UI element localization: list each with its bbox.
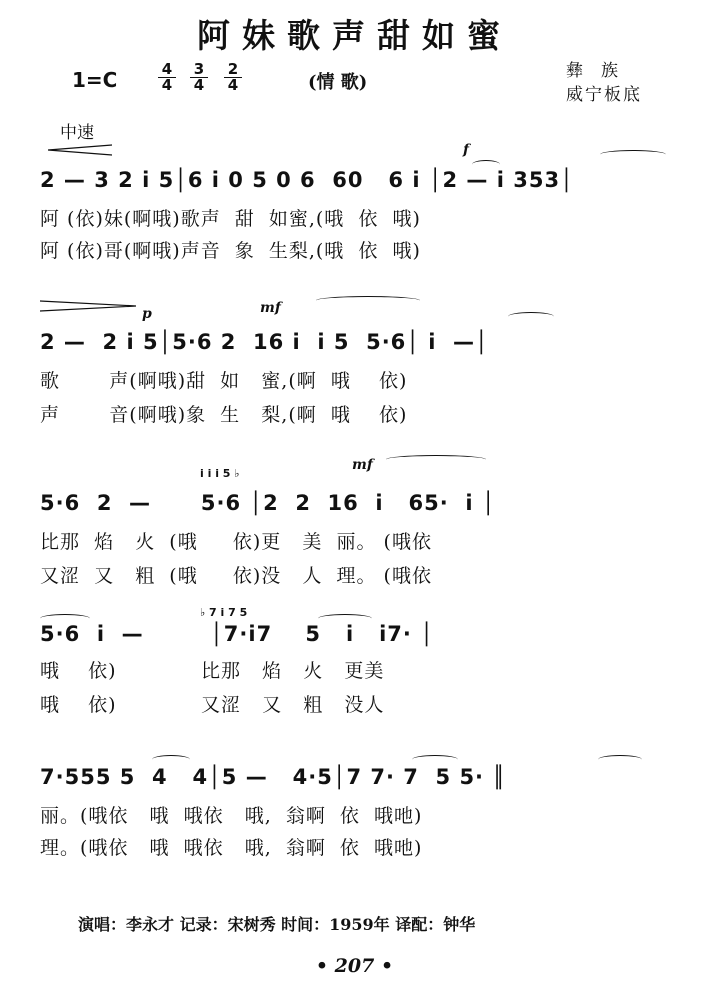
slur (600, 150, 666, 159)
lyric-verse-2: 又涩 又 粗 (哦 依)没 人 理。 (哦依 (40, 565, 432, 587)
lyric-verse-1: 歌 声(啊哦)甜 如 蜜,(啊 哦 依) (40, 370, 408, 392)
meter-3-4: $\frac{3}{4}$ (190, 62, 208, 93)
notation-line: 5·6 2 — 5·6 │2 2 16 i 65· i │ (40, 491, 496, 515)
dynamic-marking: p (142, 306, 152, 322)
key-signature: 1=C (72, 68, 118, 92)
lyric-verse-1: 丽。(哦依 哦 哦依 哦, 翁啊 依 哦吔) (40, 805, 423, 827)
dynamic-marking: f (463, 142, 470, 158)
slur (412, 755, 458, 764)
slur (508, 312, 554, 321)
song-title: 阿妹歌声甜如蜜 (197, 16, 512, 55)
page-number: • 207 • (315, 955, 394, 977)
notation-line: 5·6 i — │7·i7 5 i i7· │ (40, 622, 434, 646)
lyric-verse-2: 理。(哦依 哦 哦依 哦, 翁啊 依 哦吔) (40, 837, 423, 859)
slur (152, 755, 190, 764)
dynamic-marking: mf (352, 457, 373, 473)
lyric-verse-2: 阿 (依)哥(啊哦)声音 象 生梨,(哦 依 哦) (40, 240, 421, 262)
ethnicity-label: 彝族 (566, 61, 636, 81)
credits-line: 演唱：李永才 记录：宋树秀 时间：1959年 译配：钟华 (78, 915, 476, 934)
decrescendo-hairpin (40, 300, 136, 312)
grace-notes: i i i 5 ♭ (200, 467, 240, 480)
lyric-verse-1: 比那 焰 火 (哦 依)更 美 丽。 (哦依 (40, 531, 432, 553)
score-system-2 (40, 290, 680, 426)
notation-line: 2 — 2 i 5│5·6 2 16 i i 5 5·6│ i —│ (40, 330, 489, 354)
score-system-1 (40, 140, 680, 260)
lyric-verse-2: 声 音(啊哦)象 生 梨,(啊 哦 依) (40, 404, 408, 426)
meter-4-4: $\frac{4}{4}$ (158, 62, 176, 93)
notation-line: 2 — 3 2 i 5│6 i 0 5 0 6 60 6 i │2 — i 353│ (40, 168, 574, 192)
dynamic-marking: mf (260, 300, 281, 316)
grace-notes: ♭ 7 i 7 5 (200, 606, 248, 619)
score-system-5 (40, 745, 680, 865)
tempo-marking: 中速 (60, 123, 94, 143)
notation-line: 7·555 5 4 4│5 — 4·5│7 7· 7 5 5· ║ (40, 765, 506, 789)
slur (316, 296, 420, 305)
genre-label: (情 歌) (308, 72, 368, 93)
place-label: 威宁板底 (566, 85, 642, 105)
lyric-verse-2: 哦 依) 又涩 又 粗 没人 (40, 694, 385, 716)
score-system-3 (40, 455, 680, 585)
slur (386, 455, 486, 464)
slur (598, 755, 642, 764)
crescendo-hairpin (48, 144, 112, 156)
lyric-verse-1: 哦 依) 比那 焰 火 更美 (40, 660, 385, 682)
lyric-verse-1: 阿 (依)妹(啊哦)歌声 甜 如蜜,(哦 依 哦) (40, 208, 421, 230)
meter-2-4: $\frac{2}{4}$ (224, 62, 242, 93)
score-system-4 (40, 600, 680, 720)
